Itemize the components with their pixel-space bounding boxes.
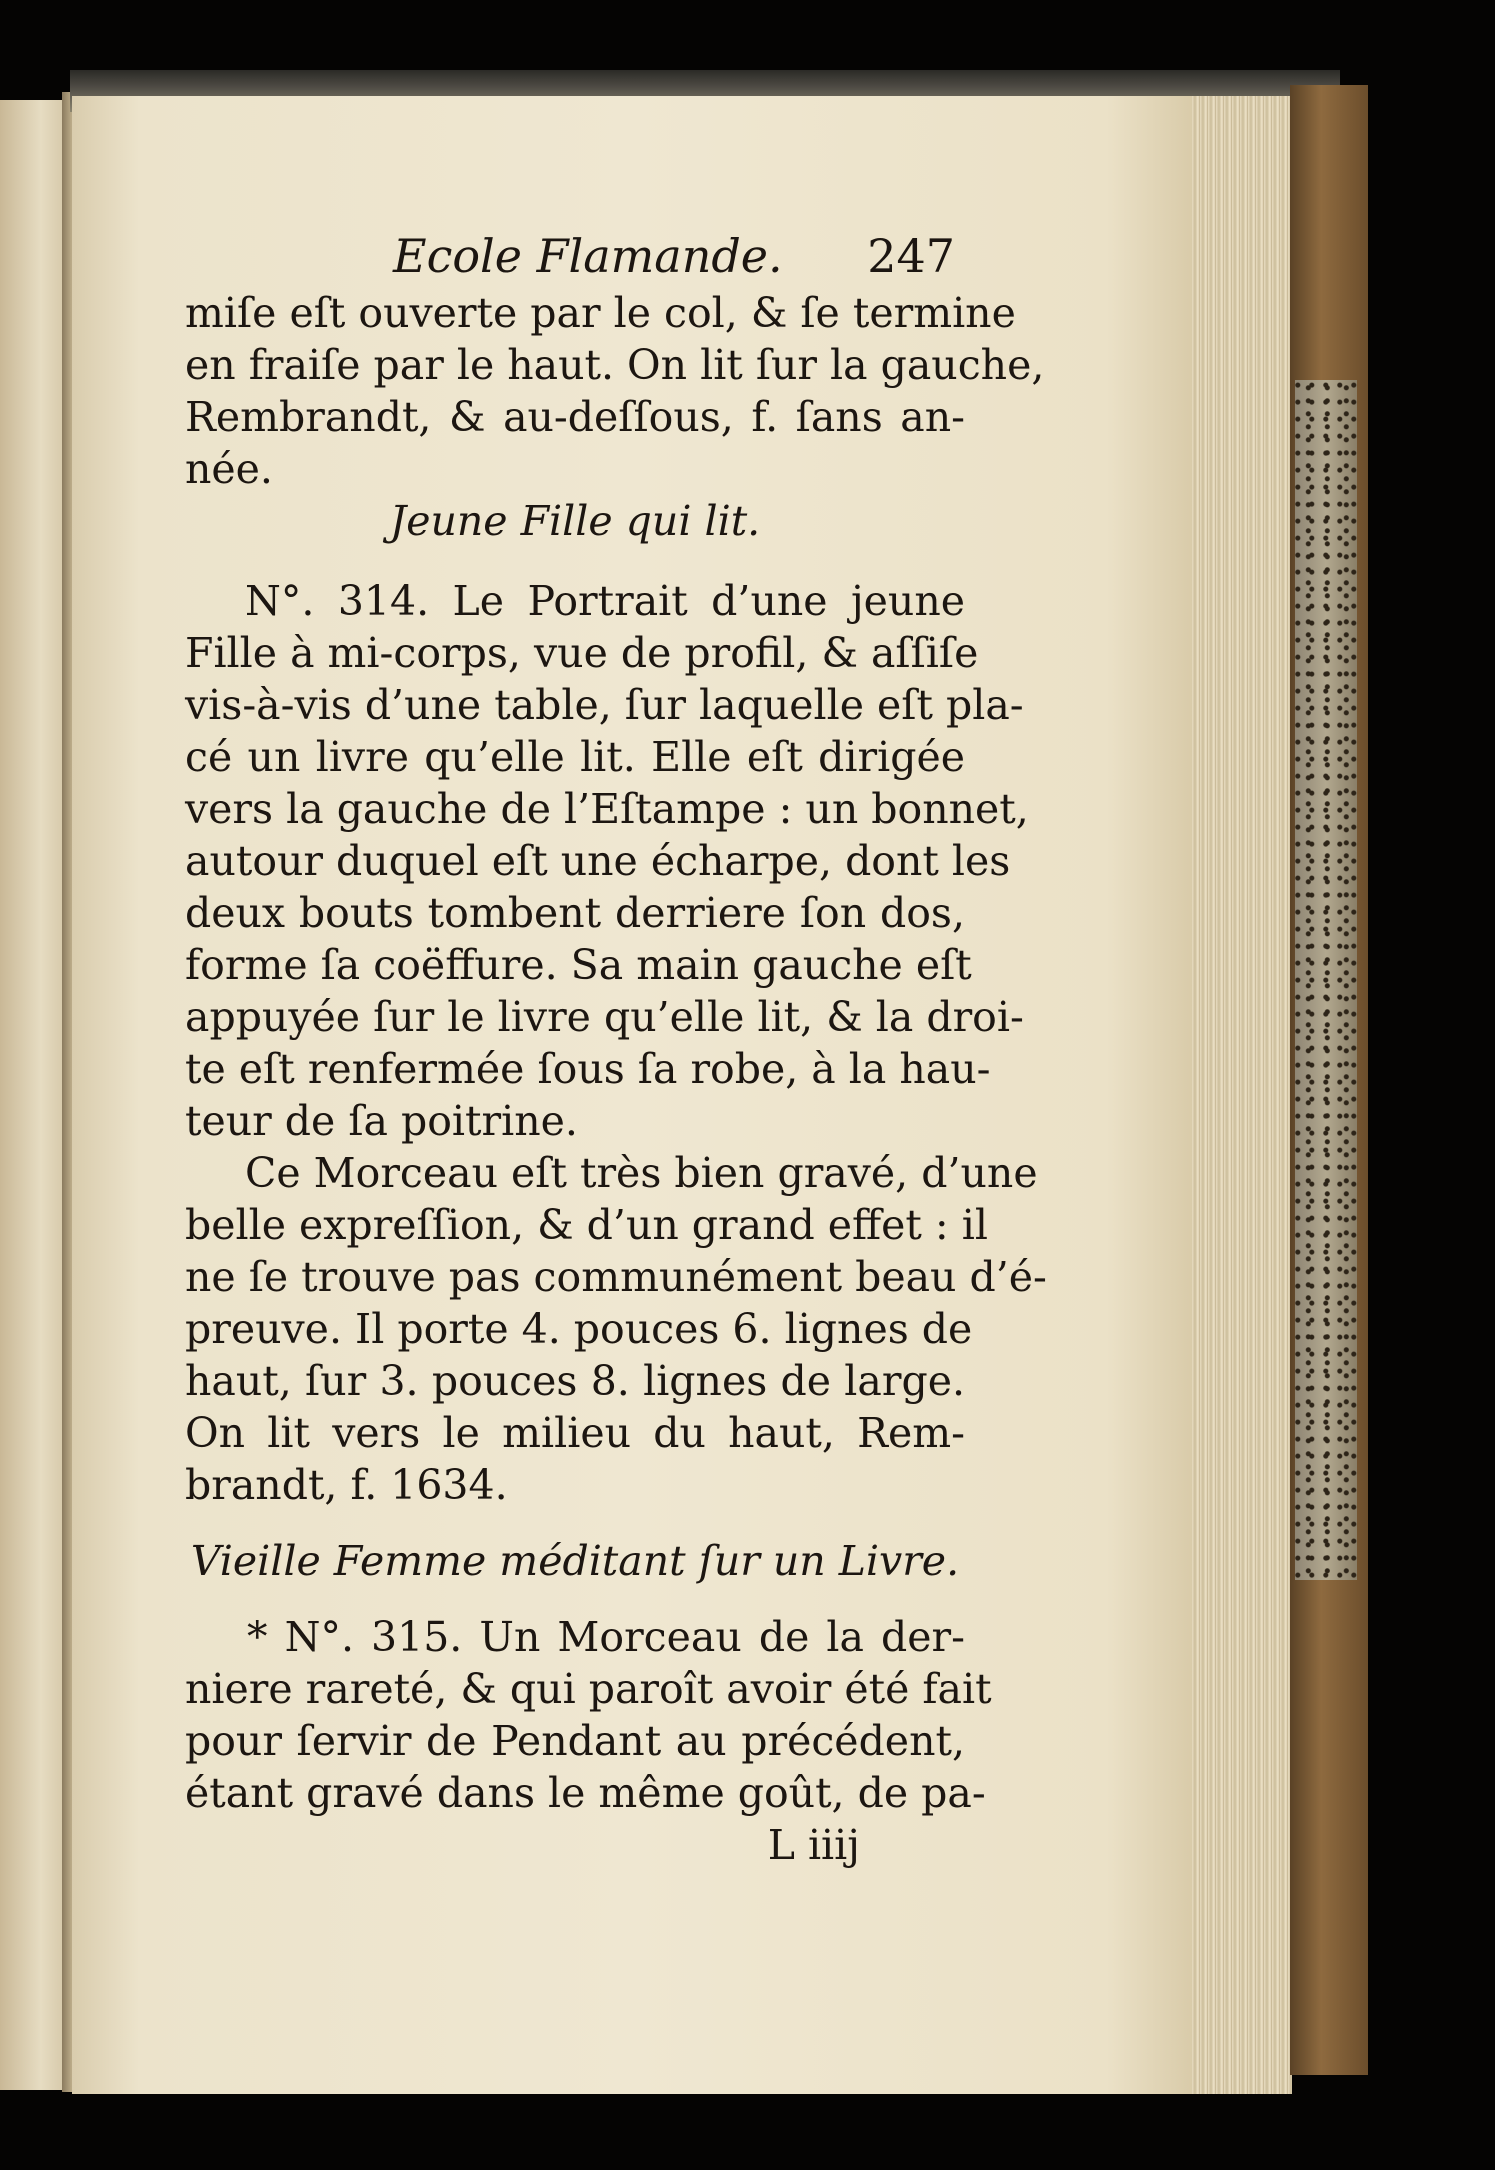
- section-heading: Jeune Fille qui lit.: [389, 497, 761, 545]
- text-line: niere rareté, & qui paroît avoir été fait: [185, 1665, 992, 1713]
- text-line: vers la gauche de l’Eſtampe : un bonnet,: [185, 785, 1029, 833]
- text-line: appuyée ſur le livre qu’elle lit, & la droi-: [185, 993, 1024, 1041]
- paragraph: [185, 575, 1029, 1147]
- text-line: cé un livre qu’elle lit. Elle eſt dirigée: [185, 733, 965, 781]
- text-line: On lit vers le milieu du haut, Rem-: [185, 1409, 965, 1457]
- signature-mark: L iiij: [767, 1821, 860, 1869]
- text-line: née.: [185, 445, 273, 493]
- text-line: * N°. 315. Un Morceau de la der-: [247, 1613, 965, 1661]
- text-line: vis-à-vis d’une table, ſur laquelle eſt pla-: [185, 681, 1024, 729]
- page-text: [185, 225, 1047, 1871]
- text-line: miſe eſt ouverte par le col, & ſe termine: [185, 289, 1016, 337]
- text-line: en fraiſe par le haut. On lit ſur la gauche,: [185, 341, 1045, 389]
- text-line: autour duquel eſt une écharpe, dont les: [185, 837, 1011, 885]
- facing-page-edge: [0, 100, 68, 2090]
- section-heading: Vieille Femme méditant ſur un Livre.: [190, 1537, 960, 1585]
- text-line: ne ſe trouve pas communément beau d’é-: [185, 1253, 1047, 1301]
- running-header: [185, 225, 965, 287]
- text-line: teur de ſa poitrine.: [185, 1097, 578, 1145]
- text-line: Fille à mi-corps, vue de profil, & aſſiſe: [185, 629, 979, 677]
- text-line: haut, ſur 3. pouces 8. lignes de large.: [185, 1357, 965, 1405]
- text-line: preuve. Il porte 4. pouces 6. lignes de: [185, 1305, 973, 1353]
- running-title: Ecole Flamande.: [393, 229, 783, 283]
- text-line: Rembrandt, & au-deſſous, f. ſans an-: [185, 393, 965, 441]
- text-line: brandt, f. 1634.: [185, 1461, 508, 1509]
- text-line: Ce Morceau eſt très bien gravé, d’une: [245, 1149, 1038, 1197]
- page-number: 247: [867, 229, 955, 283]
- text-line: te eſt renfermée ſous ſa robe, à la hau-: [185, 1045, 991, 1093]
- paragraph: [185, 1147, 1047, 1511]
- paragraph: [185, 287, 1045, 495]
- text-line: pour ſervir de Pendant au précédent,: [185, 1717, 965, 1765]
- marbled-cover-board: [1295, 380, 1357, 1580]
- paragraph: [185, 1611, 992, 1819]
- page-fore-edges: [1192, 96, 1292, 2094]
- text-line: forme ſa coëffure. Sa main gauche eſt: [185, 941, 972, 989]
- text-line: N°. 314. Le Portrait d’une jeune: [245, 577, 965, 625]
- text-line: étant gravé dans le même goût, de pa-: [185, 1769, 986, 1817]
- text-line: belle expreſſion, & d’un grand effet : il: [185, 1201, 989, 1249]
- text-line: deux bouts tombent derriere ſon dos,: [185, 889, 965, 937]
